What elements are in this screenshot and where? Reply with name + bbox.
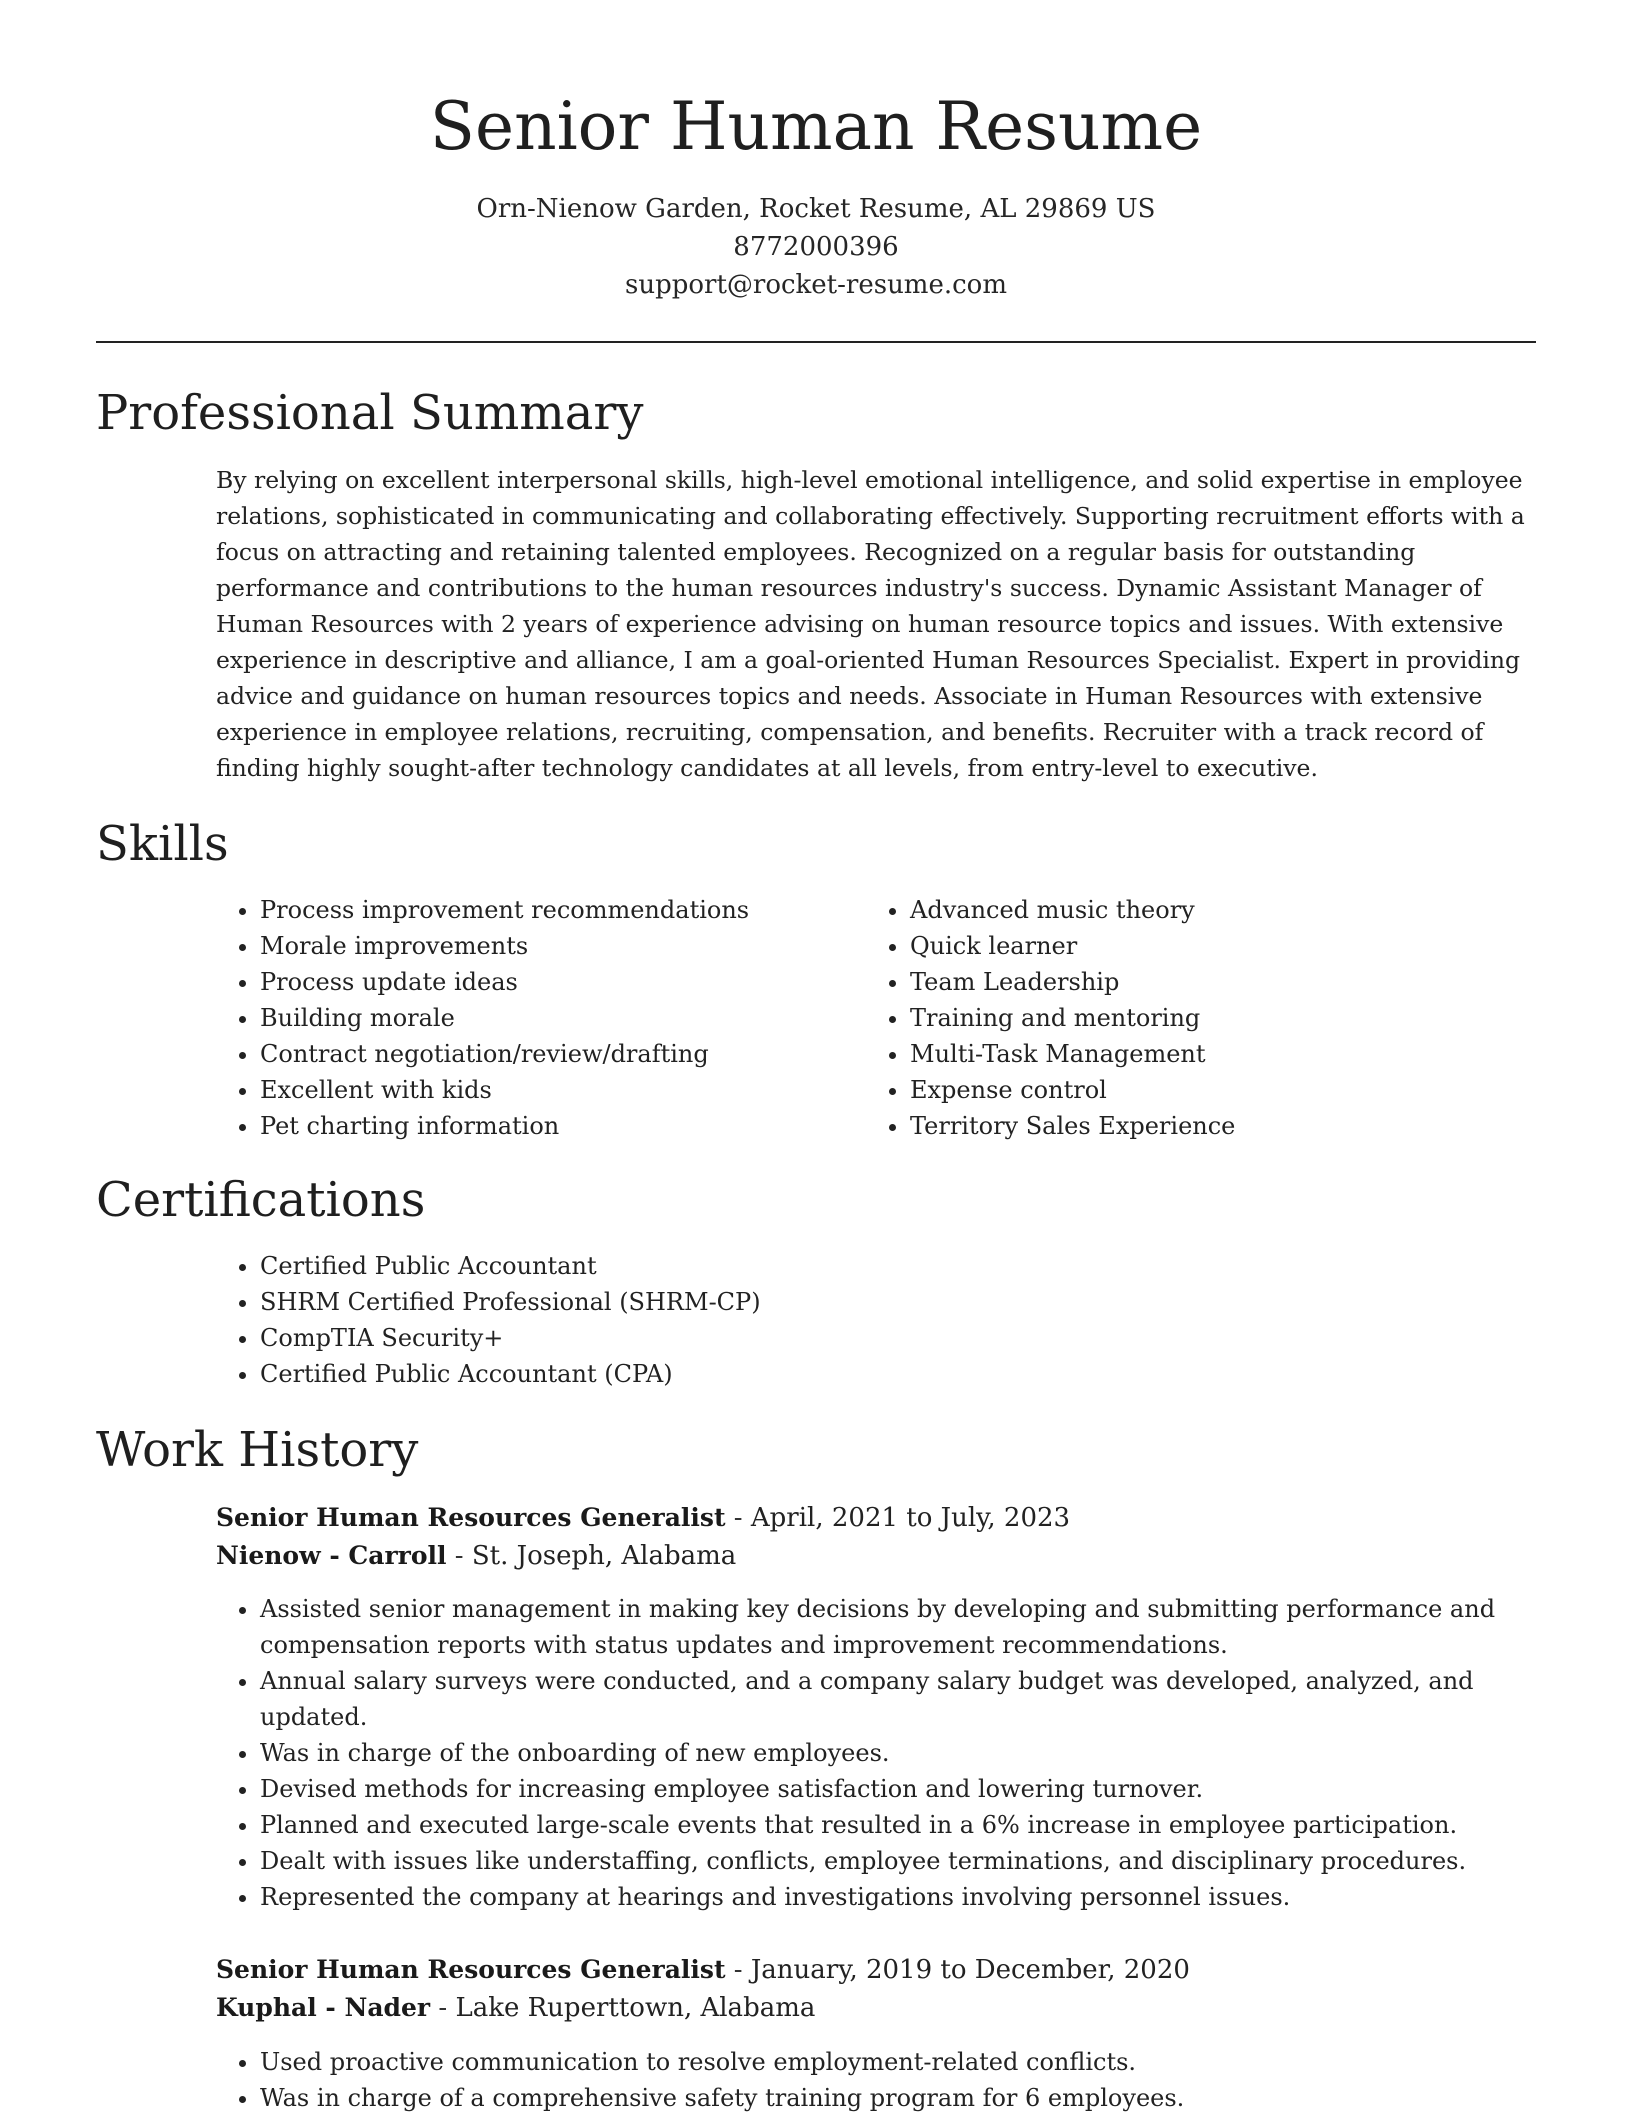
skill-item: • Excellent with kids bbox=[260, 1072, 749, 1108]
job-company-line: Nienow - Carroll - St. Joseph, Alabama bbox=[216, 1541, 737, 1571]
certification-item: • CompTIA Security+ bbox=[260, 1320, 761, 1356]
resume-name: Senior Human Resume bbox=[429, 88, 1203, 165]
job-duty-item: • Devised methods for increasing employee satisfaction and lowering turnover. bbox=[260, 1771, 1560, 1807]
job-duty-item: • Was in charge of a comprehensive safety training program for 6 employees. bbox=[260, 2080, 1184, 2116]
job-title-line: Senior Human Resources Generalist - January, 2019 to December, 2020 bbox=[216, 1955, 1190, 1985]
section-title-certifications: Certifications bbox=[96, 1172, 426, 1228]
job-duties-list bbox=[216, 1591, 1560, 1915]
skill-item: • Advanced music theory bbox=[910, 892, 1235, 928]
skill-item: • Building morale bbox=[260, 1000, 749, 1036]
job-duty-item: • Planned and executed large-scale events that resulted in a 6% increase in employee participation. bbox=[260, 1807, 1560, 1843]
certification-item: • Certified Public Accountant (CPA) bbox=[260, 1356, 761, 1392]
certification-item: • SHRM Certified Professional (SHRM-CP) bbox=[260, 1284, 761, 1320]
job-company-line: Kuphal - Nader - Lake Ruperttown, Alabama bbox=[216, 1993, 816, 2023]
job-title-line: Senior Human Resources Generalist - April, 2021 to July, 2023 bbox=[216, 1503, 1071, 1533]
job-duties-list bbox=[216, 2044, 1184, 2116]
job-duty-item: • Annual salary surveys were conducted, and a company salary budget was developed, analyzed, and updated. bbox=[260, 1663, 1560, 1735]
contact-block bbox=[0, 190, 1632, 304]
job-location: St. Joseph, Alabama bbox=[471, 1541, 737, 1571]
section-title-skills: Skills bbox=[96, 816, 229, 872]
job-duty-item: • Assisted senior management in making key decisions by developing and submitting performance and compensation reports with status updates and improvement recommendations. bbox=[260, 1591, 1560, 1663]
section-title-summary: Professional Summary bbox=[96, 385, 644, 441]
job-duty-item: • Used proactive communication to resolve employment-related conflicts. bbox=[260, 2044, 1184, 2080]
skills-list-right bbox=[866, 892, 1235, 1144]
skill-item: • Team Leadership bbox=[910, 964, 1235, 1000]
skill-item: • Pet charting information bbox=[260, 1108, 749, 1144]
skill-item: • Morale improvements bbox=[260, 928, 749, 964]
job-title: Senior Human Resources Generalist bbox=[216, 1503, 726, 1532]
skill-item: • Training and mentoring bbox=[910, 1000, 1235, 1036]
summary-text: By relying on excellent interpersonal skills, high-level emotional intelligence, and solid expertise in employee relations, sophisticated in communicating and collaborating effectively. Supporting recruitment efforts with a focus on attracting and retaining talented employees. Recognized on a regular basis for outstanding performance and contributions to the human resources industry's success. Dynamic Assistant Manager of Human Resources with 2 years of experience advising on human resource topics and issues. With extensive experience in descriptive and alliance, I am a goal-oriented Human Resources Specialist. Expert in providing advice and guidance on human resources topics and needs. Associate in Human Resources with extensive experience in employee relations, recruiting, compensation, and benefits. Recruiter with a track record of finding highly sought-after technology candidates at all levels, from entry-level to executive. bbox=[216, 466, 1525, 782]
skill-item: • Quick learner bbox=[910, 928, 1235, 964]
contact-address: Orn-Nienow Garden, Rocket Resume, AL 29869 US bbox=[476, 194, 1156, 224]
header-divider bbox=[96, 341, 1536, 343]
contact-phone: 8772000396 bbox=[733, 232, 899, 262]
job-location: Lake Ruperttown, Alabama bbox=[455, 1993, 816, 2023]
section-title-work-history: Work History bbox=[96, 1422, 419, 1478]
skills-list-left bbox=[216, 892, 749, 1144]
skill-item: • Territory Sales Experience bbox=[910, 1108, 1235, 1144]
skill-item: • Contract negotiation/review/drafting bbox=[260, 1036, 749, 1072]
job-dates: April, 2021 to July, 2023 bbox=[750, 1503, 1071, 1533]
job-company: Nienow - Carroll bbox=[216, 1541, 447, 1570]
skill-item: • Process improvement recommendations bbox=[260, 892, 749, 928]
job-duty-item: • Dealt with issues like understaffing, conflicts, employee terminations, and disciplinary procedures. bbox=[260, 1843, 1560, 1879]
job-company: Kuphal - Nader bbox=[216, 1993, 431, 2022]
skill-item: • Multi-Task Management bbox=[910, 1036, 1235, 1072]
certification-item: • Certified Public Accountant bbox=[260, 1248, 761, 1284]
skill-item: • Process update ideas bbox=[260, 964, 749, 1000]
certifications-list bbox=[216, 1248, 761, 1392]
contact-email: support@rocket-resume.com bbox=[624, 270, 1007, 300]
job-dates: January, 2019 to December, 2020 bbox=[750, 1955, 1190, 1985]
skill-item: • Expense control bbox=[910, 1072, 1235, 1108]
job-duty-item: • Represented the company at hearings and investigations involving personnel issues. bbox=[260, 1879, 1560, 1915]
job-title: Senior Human Resources Generalist bbox=[216, 1955, 726, 1984]
job-duty-item: • Was in charge of the onboarding of new employees. bbox=[260, 1735, 1560, 1771]
